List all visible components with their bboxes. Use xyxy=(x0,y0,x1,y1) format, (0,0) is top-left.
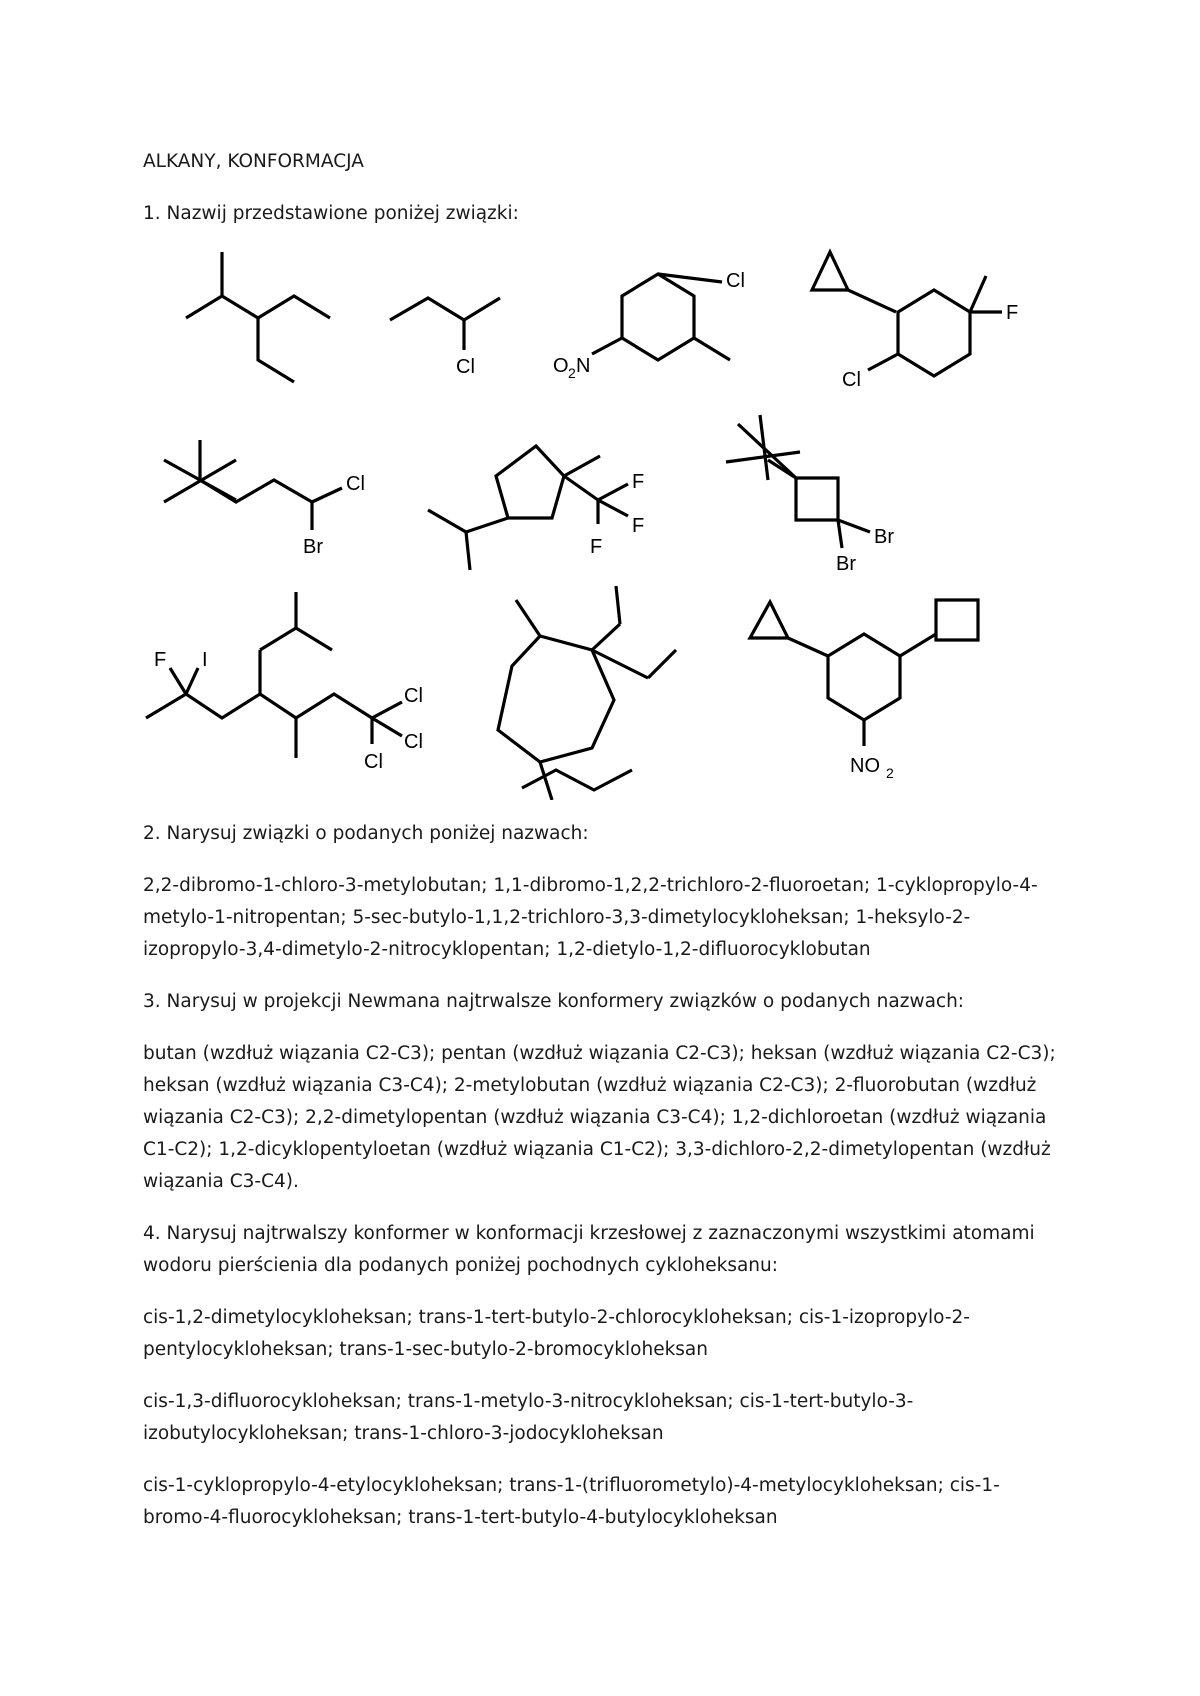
question-2-body: 2,2-dibromo-1-chloro-3-metylobutan; 1,1-dibromo-1,2,2-trichloro-2-fluoroetan; 1-cyklopropylo-4-metylo-1-nitropentan; 5-sec-butylo-1,1,2-trichloro-3,3-dimetylocykloheksan; 1-heksylo-2-izopropylo-3,4-dimetylo-2-nitrocyklopentan; 1,2-dietylo-1,2-difluorocyklobutan xyxy=(143,875,1038,960)
label-br: Br xyxy=(836,553,856,575)
molecule-9-bottom xyxy=(0,0,1200,800)
question-4-line-1: cis-1,2-dimetylocykloheksan; trans-1-tert-butylo-2-chlorocykloheksan; cis-1-izopropylo-2-pentylocykloheksan; trans-1-sec-butylo-2-bromocykloheksan xyxy=(143,1307,970,1360)
question-4-heading: 4. Narysuj najtrwalszy konformer w konformacji krzesłowej z zaznaczonymi wszystkimi atomami wodoru pierścienia dla podanych poniżej pochodnych cykloheksanu: xyxy=(143,1223,1035,1276)
label-cl: Cl xyxy=(404,731,423,753)
question-4-line-3: cis-1-cyklopropylo-4-etylocykloheksan; trans-1-(trifluorometylo)-4-metylocykloheksan; cis-1-bromo-4-fluorocykloheksan; trans-1-tert-butylo-4-butylocykloheksan xyxy=(143,1475,1000,1528)
label-cl: Cl xyxy=(364,751,383,773)
label-cl: Cl xyxy=(404,685,423,707)
page-title: ALKANY, KONFORMACJA xyxy=(143,151,364,172)
label-i: I xyxy=(202,649,208,671)
label-f: F xyxy=(632,515,645,537)
label-cl: Cl xyxy=(842,369,861,391)
label-br: Br xyxy=(303,536,323,558)
label-cl: Cl xyxy=(456,356,475,378)
question-3-heading: 3. Narysuj w projekcji Newmana najtrwalsze konformery związków o podanych nazwach: xyxy=(143,991,965,1012)
label-sub-2: 2 xyxy=(886,765,894,781)
question-2-heading: 2. Narysuj związki o podanych poniżej nazwach: xyxy=(143,823,589,844)
label-f: F xyxy=(154,649,167,671)
label-sub-2: 2 xyxy=(568,365,576,381)
label-f: F xyxy=(590,536,603,558)
label-no: NO xyxy=(850,755,880,777)
label-cl: Cl xyxy=(346,473,365,495)
label-f: F xyxy=(632,471,645,493)
question-1-heading: 1. Nazwij przedstawione poniżej związki: xyxy=(143,203,519,224)
question-4-line-2: cis-1,3-difluorocykloheksan; trans-1-metylo-3-nitrocykloheksan; cis-1-tert-butylo-3-izobutylocykloheksan; trans-1-chloro-3-jodocykloheksan xyxy=(143,1391,914,1444)
label-o: O xyxy=(553,355,569,377)
label-n: N xyxy=(576,355,591,377)
label-f: F xyxy=(1006,302,1019,324)
question-3-body: butan (wzdłuż wiązania C2-C3); pentan (wzdłuż wiązania C2-C3); heksan (wzdłuż wiązania C2-C3); heksan (wzdłuż wiązania C3-C4); 2-metylobutan (wzdłuż wiązania C2-C3); 2-fluorobutan (wzdłuż wiązania C2-C3); 2,2-dimetylopentan (wzdłuż wiązania C3-C4); 1,2-dichloroetan (wzdłuż wiązania C1-C2); 1,2-dicyklopentyloetan (wzdłuż wiązania C1-C2); 3,3-dichloro-2,2-dimetylopentan (wzdłuż wiązania C3-C4). xyxy=(143,1043,1056,1192)
label-cl: Cl xyxy=(726,270,745,292)
label-br: Br xyxy=(874,526,894,548)
